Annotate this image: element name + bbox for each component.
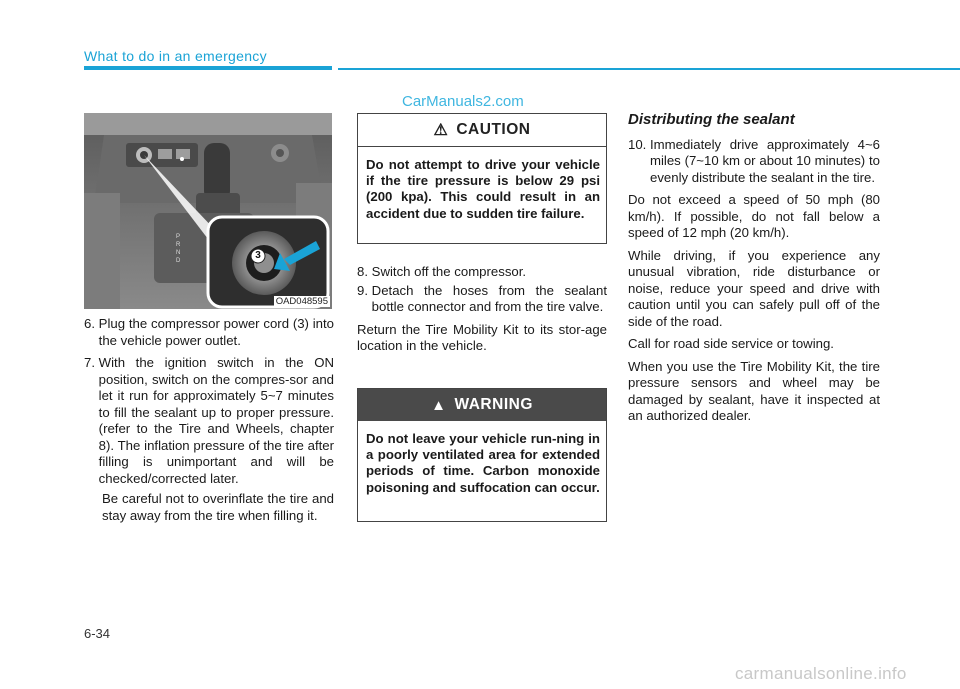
step-number: 8. [357,264,372,279]
step-9 [357,283,607,316]
caution-header [358,114,606,147]
title-underline-bar [84,66,332,70]
compressor-plug-illustration [84,113,332,309]
step-text: With the ignition switch in the ON position, switch on the compres-sor and let it run for approximately 5~7 minutes to fill the sealant up to proper pressure. (refer to the Tire and Wheels, chapter 8). The inflation pressure of the tire after filling is unimportant and will be checked/corrected later. [98,355,334,486]
step-text: Detach the hoses from the sealant bottle connector and from the tire valve. [371,282,607,314]
sensor-damage-text: When you use the Tire Mobility Kit, the tire pressure sensors and wheel may be damaged by sealant, have it inspected at an authorized dealer. [628,358,880,423]
step-text: Switch off the compressor. [371,264,527,279]
section-title: What to do in an emergency [84,48,267,64]
right-column [628,112,880,431]
section-heading: Distributing the sealant [628,111,795,128]
header-rule [338,68,960,70]
warning-box [357,388,607,522]
step-number: 10. [628,136,650,152]
step-7 [84,355,334,487]
svg-text:N: N [176,250,181,256]
step-number: 7. [84,355,99,370]
callout-number: 3 [255,250,261,261]
console-photo-graphic [84,113,332,309]
step-number: 9. [357,282,372,298]
warning-triangle-icon: ▲ [431,396,447,414]
watermark-top: CarManuals2.com [402,93,524,110]
warning-label: WARNING [454,396,533,413]
driving-caution-text: While driving, if you experience any unusual vibration, ride disturbance or noise, reduce your speed and drive with caution until you can safely pull off of the side of the road. [628,247,880,329]
caution-label: CAUTION [456,121,531,138]
middle-column [357,264,607,361]
step-7-note: Be careful not to overinflate the tire and stay away from the tire when filling it. [102,491,334,523]
step-text: Plug the compressor power cord (3) into the vehicle power outlet. [98,316,334,348]
page-number: 6-34 [84,626,111,641]
return-kit-text: Return the Tire Mobility Kit to its stor-age location in the vehicle. [357,321,607,353]
speed-limit-text: Do not exceed a speed of 50 mph (80 km/h). If possible, do not fall below a speed of 12 mph (20 km/h). [628,192,880,240]
step-number: 6. [84,316,99,331]
svg-text:R: R [176,242,181,248]
step-10 [628,137,880,187]
figure-code: OAD048595 [275,296,328,307]
caution-triangle-icon: ⚠ [433,122,449,139]
caution-text: Do not attempt to drive your vehicle if the tire pressure is below 29 psi (200 kpa). This could result in an accident due to sudden tire failure. [366,157,600,221]
step-6 [84,316,334,349]
step-8 [357,264,607,281]
svg-text:D: D [176,258,181,264]
left-column [84,316,334,530]
caution-box [357,113,607,244]
step-text: Immediately drive approximately 4~6 miles (7~10 km or about 10 minutes) to evenly distribute the sealant in the tire. [650,136,880,185]
road-service-text: Call for road side service or towing. [628,336,834,351]
warning-text: Do not leave your vehicle run-ning in a poorly ventilated area for extended periods of time. Carbon monoxide poisoning and suffocation can occur. [366,431,600,495]
svg-text:P: P [176,234,181,240]
watermark-bottom: carmanualsonline.info [735,664,907,683]
warning-header [358,389,606,421]
